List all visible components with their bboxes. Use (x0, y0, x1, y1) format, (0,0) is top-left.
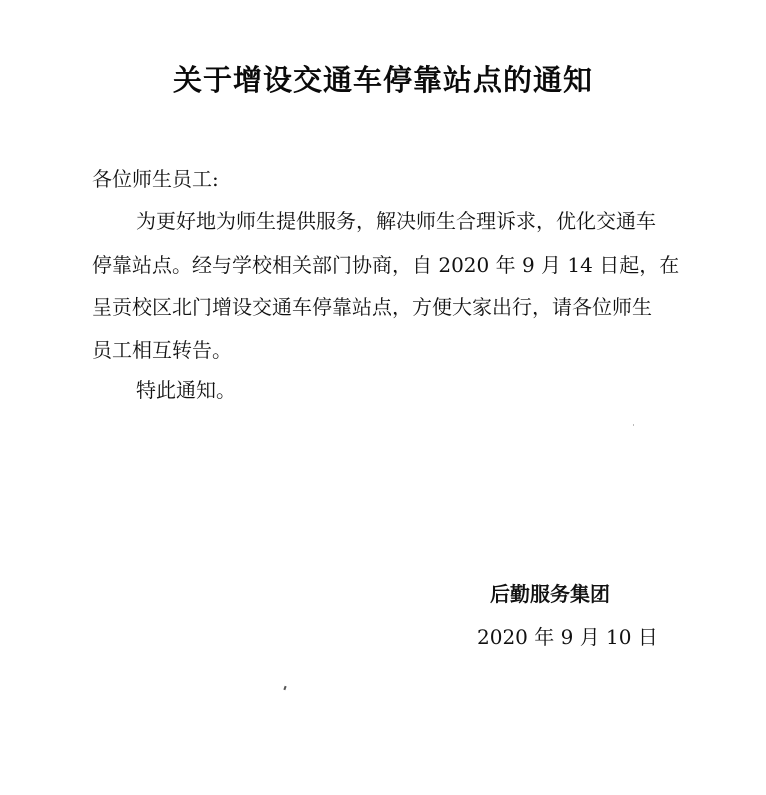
body-line: 为更好地为师生提供服务，解决师生合理诉求，优化交通车 (136, 209, 656, 233)
signature-organization: 后勤服务集团 (490, 582, 610, 606)
greeting: 各位师生员工: (92, 167, 219, 191)
scan-speck (283, 686, 286, 690)
body-line: 员工相互转告。 (92, 338, 232, 362)
closing-line: 特此通知。 (136, 378, 236, 402)
notice-title: 关于增设交通车停靠站点的通知 (172, 63, 593, 97)
body-line: 呈贡校区北门增设交通车停靠站点，方便大家出行，请各位师生 (92, 295, 652, 319)
signature-date: 2020 年 9 月 10 日 (477, 625, 658, 649)
scan-speck (633, 424, 634, 426)
body-line: 停靠站点。经与学校相关部门协商，自 2020 年 9 月 14 日起，在 (92, 253, 680, 277)
